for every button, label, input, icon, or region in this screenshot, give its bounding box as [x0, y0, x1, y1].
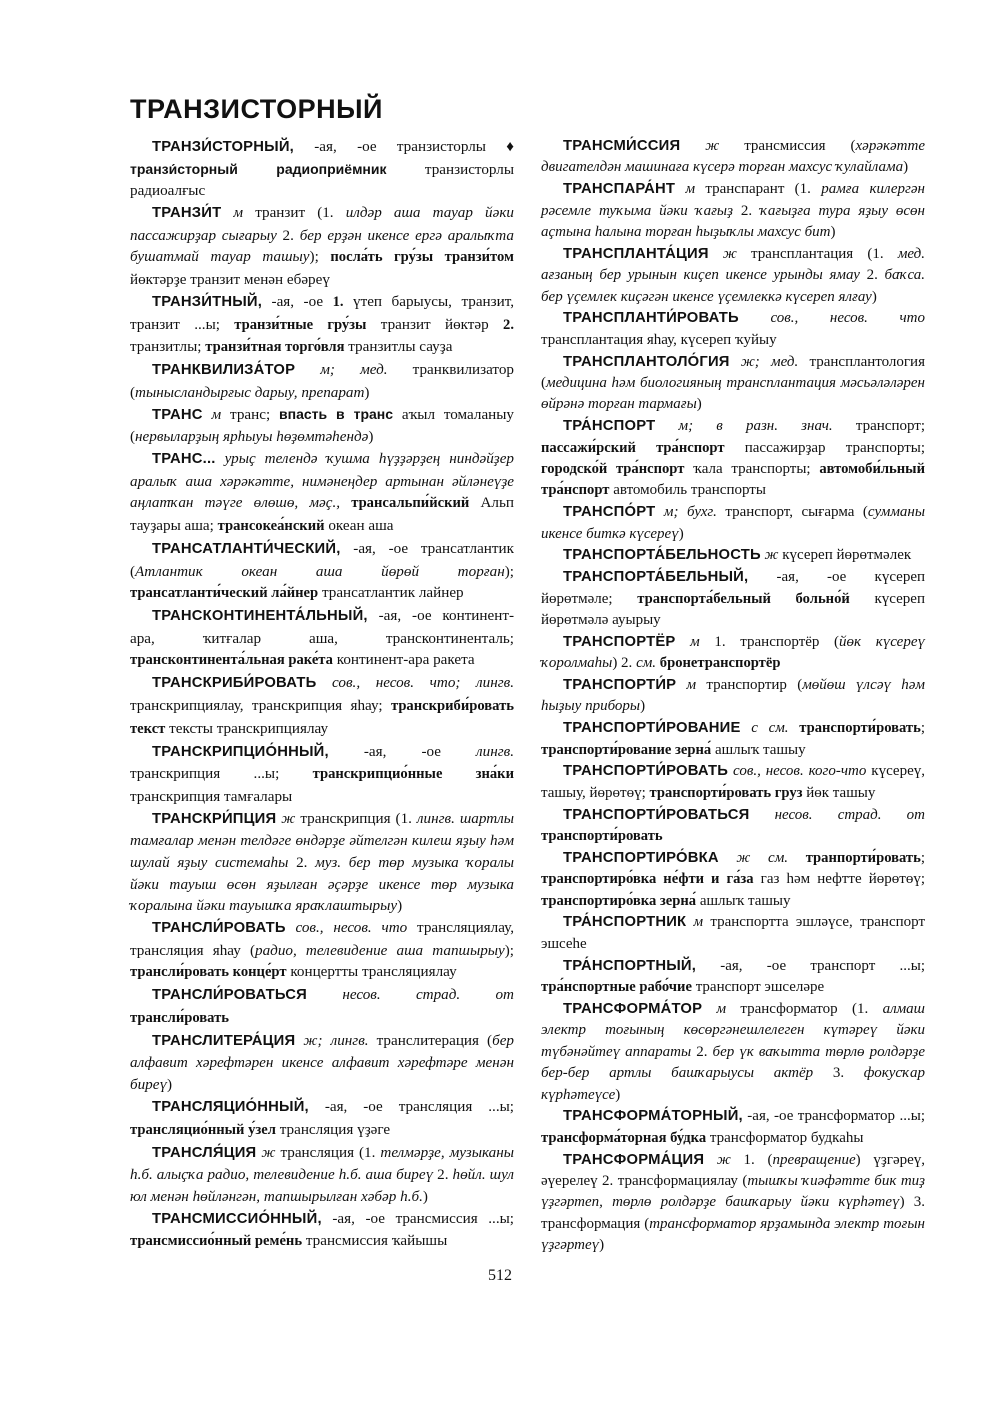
text: ашлыҡ ташыу	[696, 892, 791, 909]
text: транспарант (1.	[695, 181, 822, 198]
gloss-italic: тынысландырғыс дарыу, препарат	[135, 383, 365, 401]
gloss-italic: лингв. шартлы тамғалар менән телдәге өндәрҙе әйтелгән килеш яҙыу һәм шулай яҙыу системаһы	[130, 809, 514, 871]
example-phrase: транпорти́ровать	[805, 849, 921, 866]
example-phrase: транспорти́ровать	[541, 828, 663, 845]
text: )	[364, 383, 370, 401]
headword: ТРАНСЛИ́РОВАТЬ	[152, 920, 286, 937]
text: йөктәрҙе транзит менән ебәреү	[130, 270, 330, 288]
dictionary-entry	[130, 808, 514, 917]
page-number: 512	[488, 1267, 512, 1284]
gloss-italic: радио, телевидение аша тапшырыу	[255, 941, 505, 959]
text: транскрипция ...ы;	[130, 765, 313, 783]
text: трансплантация яһау, күсереп ҡуйыу	[541, 331, 777, 348]
example-phrase: тра́нспортные рабо́чие	[541, 979, 692, 996]
gloss-italic: см.	[636, 655, 657, 672]
example-phrase: 1.	[332, 293, 344, 310]
dictionary-entry	[130, 1142, 514, 1208]
text: транскрипция (1.	[295, 809, 417, 827]
text: 1. транспортёр (	[699, 633, 840, 650]
example-phrase: транспортиро́вка зерна́	[541, 892, 697, 909]
headword: ТРАНСПО́РТ	[563, 504, 656, 521]
gloss-italic: сов., несов. что	[285, 919, 408, 937]
text: транзит йөктәр	[366, 315, 504, 333]
dictionary-entry	[541, 567, 925, 631]
text	[340, 494, 351, 511]
example-phrase: автомоби́льный тра́нспорт	[541, 461, 925, 499]
text: ♦	[506, 138, 514, 155]
headword: ТРАНСМИ́ССИЯ	[563, 138, 681, 154]
dictionary-entry	[130, 672, 514, 740]
left-column	[130, 136, 514, 1253]
text: трансформатор (1.	[726, 1000, 883, 1017]
gloss-italic: рамға килергән рәсемле туҡыма йәки ҡағыҙ	[541, 181, 926, 219]
gloss-italic: баҡса. бер үҫемлек киҫәгән икенсе үҫемлеккә күсереп ялғау	[541, 267, 925, 305]
headword: ТРАНСАТЛАНТИ́ЧЕСКИЙ,	[152, 541, 341, 558]
dictionary-entry	[130, 202, 514, 290]
text: транскрипциялау, транскрипция яһау;	[130, 696, 391, 714]
dictionary-entry	[130, 404, 514, 448]
headword: ТРАНСМИССИО́ННЫЙ,	[152, 1210, 322, 1227]
headword: ТРАНС...	[152, 451, 216, 468]
headword: ТРАНС	[152, 406, 203, 423]
text: трансплантология (	[541, 353, 925, 392]
dictionary-entry	[541, 352, 925, 416]
gloss-italic: с см.	[740, 720, 789, 737]
text: 2.	[433, 1166, 453, 1184]
example-phrase: транспорти́рование зерна́	[541, 741, 712, 758]
gloss-italic: фокусҡар күрһәтеүсе	[541, 1065, 925, 1103]
text: -ая, -ое трансатлантик (	[130, 540, 514, 580]
headword: ТРАНСКРИБИ́РОВАТЬ	[152, 675, 317, 692]
text: транс;	[221, 405, 279, 423]
dictionary-entry	[130, 136, 514, 202]
example-phrase: трансли́ровать конце́рт	[130, 964, 287, 981]
text: )	[640, 698, 646, 715]
dictionary-entry	[541, 675, 925, 718]
text: );	[504, 562, 514, 580]
dictionary-entry	[541, 136, 925, 179]
text: -ая, -ое күсереп йөрөтмәле;	[541, 569, 925, 607]
dictionary-entry	[130, 448, 514, 537]
dictionary-entry	[541, 502, 925, 545]
text: транзит (1.	[243, 204, 346, 222]
headword: ТРАНСПОРТИ́РОВАНИЕ	[563, 720, 741, 737]
text: );	[504, 941, 514, 959]
dictionary-entry	[541, 632, 925, 675]
text: транквилизатор (	[130, 361, 514, 401]
text: 2.	[288, 853, 316, 871]
headword: ТРА́НСПОРТНЫЙ,	[563, 957, 697, 974]
gloss-italic: ж; мед.	[729, 353, 799, 370]
gloss-italic: хәрәкәтте двигателдән машинаға күсерә торған махсус ҡулайлама	[541, 138, 925, 176]
gloss-italic: ҡағыҙға тура яҙыу өсөн аҫтына һалына торған һыҙыҡлы махсус бит	[541, 202, 925, 241]
headword: ТРАНСПОРТА́БЕЛЬНОСТЬ	[563, 547, 761, 564]
text: -ая, -ое	[262, 292, 333, 310]
gloss-italic: илдәр аша тауар йәки пассажирҙар сығарыу	[130, 204, 514, 244]
dictionary-entry	[130, 359, 514, 403]
headword: ТРАНСФОРМА́ТОРНЫЙ,	[563, 1108, 743, 1125]
gloss-italic: сов., несов. что	[738, 310, 925, 327]
gloss-italic: нервыларҙың ярһыуы һөҙөмтәһендә	[135, 428, 369, 446]
text: ) 2.	[612, 655, 637, 672]
example-phrase: транскрипцио́нные зна́ки	[312, 766, 514, 783]
gloss-italic: м	[676, 677, 697, 694]
gloss-italic: сов., несов. кого-что	[728, 763, 867, 780]
headword: ТРАНЗИ́ТНЫЙ,	[152, 293, 263, 310]
dictionary-entry	[541, 244, 925, 308]
gloss-italic: м	[675, 181, 696, 198]
text: )	[830, 224, 836, 241]
headword: ТРАНСЛЯ́ЦИЯ	[152, 1144, 257, 1161]
gloss-italic: йөк күсереү ҡоролмаһы	[541, 633, 926, 672]
headword: ТРАНСПОРТИРО́ВКА	[563, 849, 719, 866]
dictionary-entry	[130, 984, 514, 1029]
text: )	[696, 396, 702, 413]
gloss-italic: бер алфавит хәрефтәрен икенсе алфавит хәрефтәре менән биреү	[130, 1031, 514, 1094]
text: 2.	[732, 202, 760, 219]
example-phrase: трансляцио́нный у́зел	[130, 1121, 276, 1138]
gloss-italic: лингв.	[476, 742, 514, 760]
text: тексты транскрипциялау	[165, 719, 329, 737]
dictionary-entry	[541, 416, 925, 502]
example-phrase: посла́ть гру́зы транзи́том	[330, 249, 514, 266]
text: континент-ара ракета	[332, 651, 475, 669]
gloss-italic: ж	[760, 547, 779, 564]
example-phrase: трансли́ровать	[130, 1009, 229, 1026]
text: 1. (	[730, 1151, 773, 1168]
text: үтеп барыусы, транзит, транзит ...ы;	[130, 292, 514, 333]
text: )	[678, 525, 684, 542]
text: аҡыл томаланыу (	[130, 405, 515, 446]
gloss-italic: бер үк ваҡытта төрлө ролдәрҙе бер-бер артлы башҡарыусы актёр	[541, 1043, 925, 1082]
headword: ТРАНСЛИТЕРА́ЦИЯ	[152, 1032, 296, 1049]
text: транзитлы сауҙа	[344, 338, 453, 356]
text: транспорт, сығарма (	[716, 504, 868, 521]
text: -ая, -ое трансмиссия ...ы;	[321, 1209, 514, 1227]
text: 2.	[859, 267, 885, 284]
dictionary-entry	[130, 291, 514, 359]
example-phrase: трансальпи́йский	[351, 495, 470, 512]
headword: ТРАНСПАРА́НТ	[563, 181, 676, 198]
text: күсереп йөрөтмәлек	[778, 547, 912, 564]
example-phrase: трансмиссио́нный реме́нь	[130, 1233, 303, 1250]
dictionary-entry	[541, 545, 925, 566]
text: транслитерация (	[368, 1031, 493, 1049]
text: газ һәм нефтте йөрөтөү;	[753, 871, 925, 888]
dictionary-entry	[130, 1096, 514, 1141]
phrase: транзи́сторный радиоприёмник	[130, 160, 387, 177]
example-phrase: бронетранспортёр	[659, 655, 781, 672]
example-phrase: городско́й тра́нспорт	[541, 461, 685, 478]
example-phrase: транспорти́ровать груз	[649, 784, 803, 801]
example-phrase: транспорта́бельный больно́й	[637, 590, 850, 607]
text: )	[368, 428, 374, 446]
gloss-italic: ж; лингв.	[295, 1031, 369, 1049]
headword: ТРАНСФОРМА́ЦИЯ	[563, 1151, 705, 1168]
text: трансатлантик лайнер	[318, 584, 464, 602]
headword: ТРАНСЛИ́РОВАТЬСЯ	[152, 987, 308, 1004]
text: трансмиссия ҡайышы	[302, 1232, 448, 1250]
example-phrase: транспортиро́вка не́фти и га́за	[541, 871, 754, 888]
dictionary-entry	[130, 605, 514, 672]
dictionary-entry	[130, 741, 514, 808]
text: ашлыҡ ташыу	[711, 741, 806, 758]
text	[788, 850, 806, 866]
text: транспортир (	[696, 677, 803, 694]
headword: ТРАНСПОРТА́БЕЛЬНЫЙ,	[563, 569, 749, 586]
text: трансляциялау, трансляция яһау (	[130, 919, 514, 959]
running-head: ТРАНЗИСТОРНЫЙ	[130, 94, 383, 124]
gloss-italic: бер ерҙән икенсе ергә аралыҡта бушатмай тауар ташыу	[130, 226, 514, 266]
example-phrase: трансокеа́нский	[217, 518, 325, 535]
dictionary-entry	[541, 805, 925, 848]
gloss-italic: трансформатор ярҙамында электр тоғын үҙгәртеү	[541, 1215, 925, 1254]
text: пассажирҙар транспорты;	[724, 439, 925, 456]
gloss-italic: м	[702, 1000, 727, 1017]
text: транспорт эшселәре	[691, 979, 825, 996]
dictionary-entry	[541, 1106, 925, 1149]
dictionary-entry	[130, 1030, 514, 1096]
text: трансляция үҙәге	[275, 1120, 391, 1138]
dictionary-entry	[541, 912, 925, 955]
headword: ТРАНСПОРТИ́РОВАТЬСЯ	[563, 806, 750, 823]
gloss-italic: м; бухг.	[655, 504, 717, 521]
gloss-italic: м	[221, 204, 244, 222]
dictionary-entry	[541, 179, 925, 243]
gloss-italic: м	[675, 633, 700, 650]
headword: ТРАНКВИЛИЗА́ТОР	[152, 362, 296, 379]
text: )	[167, 1076, 173, 1094]
dictionary-entry	[541, 1150, 925, 1257]
gloss-italic: муз. бер төр музыка ҡоралы йәки тауыш өсөн яҙылған әҫәрҙе икенсе төр музыка ҡоралына йәки тауышҡа яраҡлаштырыу	[130, 853, 514, 915]
text: )	[397, 897, 403, 915]
example-phrase: пассажи́рский тра́нспорт	[541, 439, 725, 456]
text: );	[309, 248, 331, 266]
gloss-italic: м; в разн. знач.	[655, 418, 833, 435]
headword: ТРАНСПОРТИ́Р	[563, 677, 677, 694]
gloss-italic: тышҡы ҡиәфәтте бик тиҙ үҙгәртеп, төрлө ролдәрҙе башҡарыу йәки күрһәтеү	[541, 1172, 925, 1211]
headword: ТРА́НСПОРТ	[563, 418, 656, 435]
example-phrase: 2.	[503, 316, 514, 333]
dictionary-entry	[541, 999, 925, 1106]
dictionary-entry	[130, 538, 514, 605]
headword: ТРАНСПЛАНТА́ЦИЯ	[563, 245, 709, 262]
text: -ая, -ое трансляция ...ы;	[308, 1098, 514, 1115]
gloss-italic: ж	[708, 245, 737, 262]
gloss-italic: урыҫ телендә ҡушма һүҙҙәрҙең ниндәйҙер аралыҡ аша хәрәкәтте, нимәнеңдер артынан әйләнеүҙе аңлатҡан тәүге өлөшө, мәҫ.,	[130, 450, 514, 512]
dictionary-entry	[541, 848, 925, 912]
gloss-italic: һөйл. шул юл менән һөйләнгән, тапшырылған хәбәр һ.б.	[130, 1166, 514, 1205]
text: автомобиль транспорты	[609, 482, 766, 499]
text: -ая, -ое континент-ара, ҡитғалар аша, трансконтиненталь;	[130, 607, 514, 647]
dictionary-entry	[130, 917, 514, 984]
text: )	[615, 1086, 621, 1103]
example-phrase: трансконтинента́льная раке́та	[130, 652, 333, 669]
gloss-italic: Атлантик океан аша йөрөй торған	[135, 562, 505, 580]
example-phrase: транспорти́ровать	[799, 720, 921, 737]
text: транспорт;	[832, 418, 926, 435]
headword: ТРАНЗИ́СТОРНЫЙ,	[152, 139, 294, 155]
text: ;	[920, 720, 925, 737]
headword: ТРАНСПЛАНТОЛО́ГИЯ	[563, 353, 730, 370]
gloss-italic: превращение	[772, 1151, 856, 1168]
text: транспортта эшләүсе, транспорт эшсеһе	[541, 914, 925, 952]
gloss-italic: мөйөш үлсәү һәм һыҙыу приборы	[541, 677, 926, 715]
headword: ТРАНСКОНТИНЕНТА́ЛЬНЫЙ,	[152, 608, 368, 625]
headword: ТРАНСПЛАНТИ́РОВАТЬ	[563, 310, 739, 327]
example-phrase: трансформа́торная бу́дка	[541, 1129, 707, 1146]
text: 3.	[813, 1065, 864, 1082]
headword: ТРАНСЛЯЦИО́ННЫЙ,	[152, 1099, 309, 1115]
text: трансляция (1.	[275, 1143, 381, 1161]
text: )	[422, 1187, 428, 1205]
text: ) 3. трансформация (	[541, 1194, 926, 1232]
text: транзитлы;	[130, 338, 206, 356]
text: концертты трансляциялау	[286, 963, 457, 981]
text: -ая, -ое транспорт ...ы;	[696, 957, 925, 974]
gloss-italic: мед. ағзаның бер урынын киҫеп икенсе урынды ямау	[541, 245, 926, 284]
gloss-italic: несов. страд. от	[749, 806, 925, 823]
example-phrase: транзи́тные гру́зы	[234, 316, 367, 333]
text: -ая, -ое транзисторлы	[293, 138, 507, 155]
gloss-italic: м; мед.	[295, 361, 388, 379]
text: ) үҙгәреү, әүерелеү 2. трансформациялау (	[541, 1151, 926, 1189]
headword: ТРАНЗИ́Т	[152, 205, 222, 222]
text	[789, 720, 800, 736]
headword: ТРАНСПОРТИ́РОВАТЬ	[563, 763, 729, 780]
headword: ТРАНСКРИПЦИО́ННЫЙ,	[152, 743, 329, 760]
text: транзисторлы радиоалғыс	[130, 160, 514, 200]
phrase: впасть в транс	[279, 405, 394, 422]
text: ҡала транспорты;	[684, 461, 820, 478]
dictionary-entry	[541, 308, 925, 351]
text: трансформатор будкаһы	[706, 1129, 864, 1146]
example-phrase: трансатланти́ческий ла́йнер	[130, 585, 319, 602]
dictionary-entry	[541, 956, 925, 999]
gloss-italic: медицина һәм биологияның трансплантация мәсьәләләрен өйрәнә торған тармағы	[541, 375, 925, 413]
text: трансплантация (1.	[736, 245, 898, 262]
gloss-italic: м	[686, 914, 704, 931]
text: )	[871, 288, 877, 305]
headword: ТРАНСФОРМА́ТОР	[563, 1000, 703, 1017]
gloss-italic: алмаш электр тоғының көсөргәнешлелеген күтәреү йәки түбәнәйтеү аппараты	[541, 1000, 925, 1060]
example-phrase: транзи́тная торго́вля	[205, 339, 345, 356]
text: -ая, -ое трансформатор ...ы;	[742, 1108, 925, 1125]
gloss-italic: сов., несов. что; лингв.	[316, 674, 514, 692]
text: 2.	[276, 226, 300, 244]
text: -ая, -ое	[328, 742, 477, 760]
gloss-italic: ж	[704, 1151, 731, 1168]
headword: ТРАНСПОРТЁР	[563, 633, 676, 650]
text: йөк ташыу	[802, 784, 876, 801]
gloss-italic: ж	[276, 809, 296, 827]
dictionary-entry	[541, 761, 925, 804]
text: күсереү, ташыу, йөрөтөү;	[541, 763, 925, 801]
gloss-italic: сумманы икенсе биткә күсереү	[541, 504, 925, 542]
text: )	[903, 159, 909, 176]
dictionary-entry	[541, 718, 925, 761]
gloss-italic: телмәрҙе, музыканы һ.б. алыҫҡа радио, телевидение һ.б. аша биреү	[130, 1143, 514, 1184]
headword: ТРА́НСПОРТНИК	[563, 914, 687, 931]
text: транскрипция тамғалары	[130, 787, 293, 805]
gloss-italic: ж	[256, 1143, 276, 1161]
text: )	[599, 1237, 605, 1254]
text: күсереп йөрөтмәлә ауырыу	[541, 590, 925, 629]
example-phrase: транскриби́ровать текст	[130, 697, 514, 737]
gloss-italic: ж см.	[718, 849, 789, 866]
text: трансмиссия (	[719, 138, 856, 154]
text: 2.	[691, 1043, 713, 1060]
gloss-italic: ж	[680, 138, 720, 154]
headword: ТРАНСКРИ́ПЦИЯ	[152, 810, 277, 827]
dictionary-entry	[130, 1208, 514, 1253]
text: Альп тауҙары аша;	[130, 494, 514, 535]
text: ;	[920, 849, 925, 866]
right-column	[541, 136, 925, 1257]
gloss-italic: несов. страд. от	[307, 986, 514, 1004]
gloss-italic: м	[202, 405, 222, 423]
text: океан аша	[324, 517, 394, 535]
